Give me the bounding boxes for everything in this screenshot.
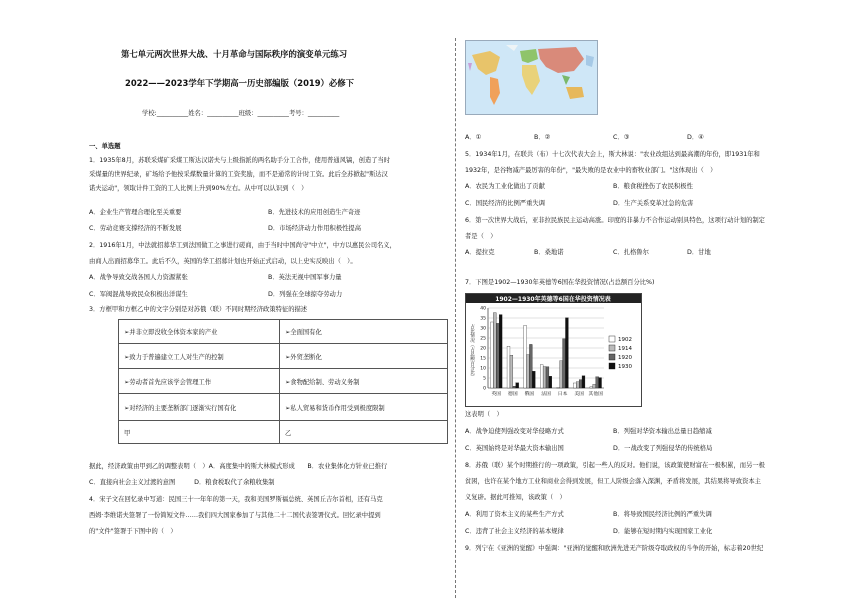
chart-svg — [466, 294, 641, 406]
bar-1914-日本 — [560, 361, 563, 388]
q3-stem: 3．方框甲和方框乙中的文字分别是对苏俄（联）不同时期经济政策特征的描述 — [89, 306, 308, 313]
bar-1930-英国 — [499, 315, 502, 388]
student-info-line: 学校:__________姓名：__________班级：__________考号：__________ — [142, 110, 340, 117]
legend-swatch-1902 — [609, 336, 615, 342]
bar-1914-英国 — [493, 313, 496, 388]
bar-1914-美国 — [576, 382, 579, 388]
bar-1920-法国 — [546, 367, 549, 388]
q6-option-d[interactable]: D．甘地 — [687, 249, 711, 256]
legend-label: 1920 — [618, 355, 632, 361]
y-tick-label: 10 — [480, 366, 486, 372]
q2-stem: 2．1916年1月，中法就招募华工到法国做工之事进行磋商，由于当时中国尚守"中立"，中方以惠民公司名义， — [89, 242, 396, 249]
q7-option-b[interactable]: B．列强对华资本输出总量日趋缩减 — [613, 428, 712, 435]
investment-bar-chart — [465, 293, 642, 407]
legend-swatch-1914 — [609, 345, 615, 351]
q8-option-c[interactable]: C．违背了社会主义经济的基本规律 — [465, 528, 564, 535]
bar-1930-美国 — [582, 376, 585, 388]
x-tick-label: 德国 — [508, 392, 518, 397]
q6-option-a[interactable]: A．提拉克 — [465, 249, 495, 256]
bar-1920-日本 — [563, 339, 566, 388]
q4-option-d[interactable]: D．④ — [687, 134, 704, 141]
q8-option-a[interactable]: A．利用了资本主义的某些生产方式 — [465, 511, 564, 518]
q4-option-c[interactable]: C．③ — [613, 134, 630, 141]
q7-option-d[interactable]: D．一战改变了列强侵华的传统格局 — [613, 445, 713, 452]
y-tick-label: 5 — [483, 376, 486, 382]
q2-option-c[interactable]: C．军阀混战导致民众积极出洋谋生 — [89, 291, 188, 298]
q2-option-a[interactable]: A．战争导致交战各国人力资源紧张 — [89, 274, 188, 281]
y-tick-label: 15 — [480, 356, 486, 362]
bar-1902-德国 — [507, 346, 510, 388]
y-tick-label: 0 — [483, 386, 486, 392]
q7-option-a[interactable]: A．战争迫使列强改变对华侵略方式 — [465, 428, 564, 435]
q4-option-b[interactable]: B．② — [534, 134, 551, 141]
q4-stem: 4．宋子文在回忆录中写道：民国三十一年年的第一天，我和美国罗斯福总统、英国丘吉尔首相，还有马克 — [89, 496, 383, 503]
bar-1920-美国 — [579, 380, 582, 388]
q1-option-b[interactable]: B．先进技术的应用创造生产奇迹 — [268, 209, 361, 216]
q2-option-d[interactable]: D．列强在全球掠夺劳动力 — [268, 291, 343, 298]
table-cell: ➢食物配给制、劳动义务制 — [280, 369, 448, 394]
bar-1914-法国 — [543, 367, 546, 388]
q4-stem: 西姆·李维诺夫签署了一份简短文件……我们四大国家参加了与其他二十二国代表签署仪式。回忆录中提到 — [89, 512, 381, 519]
q5-option-c[interactable]: C．国民经济的比例严重失调 — [465, 200, 545, 207]
q2-stem: 由商人出面招募华工。此后不久，英国的华工招募计划也开始正式启动，以上史实反映出（ ）。 — [89, 258, 357, 265]
exam-title: 第七单元两次世界大战、十月革命与国际秩序的演变单元练习 — [121, 49, 348, 59]
exam-subtitle: 2022——2023学年下学期高一历史部编版（2019）必修下 — [125, 78, 355, 88]
q1-stem: 采煤量的世界纪录，矿场给予他按采煤数量计算的工资奖励，而不是通常的计时工资。此后全苏掀起"斯达汉 — [89, 171, 388, 178]
bar-1920-英国 — [496, 323, 499, 388]
y-tick-label: 35 — [480, 316, 486, 322]
q5-stem: 5．1934年1月，在联共（布）十七次代表大会上，斯大林说："农业改组达到最高潮的年份，即1931年和 — [465, 151, 760, 158]
table-cell: ➢致力于普遍建立工人对生产的控制 — [119, 344, 280, 369]
q5-stem: 1932年，是谷物减产最厉害的年份"，"最失败的是农业中的畜牧业部门。"这体现出（ ） — [465, 167, 717, 174]
table-cell: ➢并非立即没收全体资本家的产业 — [119, 320, 280, 344]
bar-1930-德国 — [516, 383, 519, 388]
x-tick-label: 其他国 — [588, 392, 603, 397]
column-divider — [455, 38, 456, 598]
q8-option-b[interactable]: B．将导致国民经济比例的严重失调 — [613, 511, 712, 518]
bar-1930-俄国 — [532, 371, 535, 388]
q1-stem: 诺夫运动"，领取计件工资的工人比例上升到90%左右。从中可以认识到（ ） — [89, 185, 308, 192]
q3-options[interactable]: 据此，经济政策由甲到乙的调整表明（ ）A．高度集中的斯大林模式形成 B．农业集体化方针业已推行 — [89, 463, 388, 470]
world-map-icon — [466, 41, 597, 114]
table-label-left: 甲 — [119, 421, 280, 444]
chart-ylabel: 占比情况（占总额百分比） — [469, 324, 475, 380]
y-tick-label: 40 — [480, 306, 486, 312]
bar-1914-德国 — [510, 355, 513, 388]
bar-1902-美国 — [573, 383, 576, 388]
q9-stem: 9．列宁在《亚洲的觉醒》中强调："亚洲的觉醒和欧洲先进无产阶级夺取政权的斗争的开始，标志着20世纪 — [465, 545, 764, 552]
q6-stem: 6．第一次世界大战后，亚非拉民族民主运动高涨。印度的非暴力不合作运动别具特色，这项行动计划的制定 — [465, 217, 765, 224]
bar-1902-俄国 — [524, 325, 527, 388]
bar-1920-德国 — [513, 386, 516, 388]
q5-option-d[interactable]: D．生产关系变革过急的危害 — [613, 200, 694, 207]
legend-label: 1902 — [618, 337, 632, 343]
x-tick-label: 法国 — [541, 392, 551, 397]
legend-label: 1914 — [618, 346, 632, 352]
q4-stem: 的"文件"签署于下图中的（ ） — [89, 528, 177, 535]
q5-option-a[interactable]: A．农民为工业化做出了贡献 — [465, 183, 545, 190]
x-tick-label: 日本 — [557, 392, 568, 397]
q7-stem: 7．下图是1902—1930年英德等6国在华投资情况(占总额百分比%) — [465, 279, 655, 286]
x-tick-label: 英国 — [491, 392, 502, 397]
table-cell: ➢私人贸易和货币作用受到极度限制 — [280, 394, 448, 421]
policy-comparison-table — [118, 319, 448, 444]
q8-stem: 8．苏俄（联）某个时期推行的一项政策，引起一些人的反对。他们说，该政策使财富在一极积累，而另一极 — [465, 462, 765, 469]
q8-stem: 贫困，也许在某个地方工业和商业会得到发展，但工人阶级会落入深渊，矛盾将发展，其结果将导致资本主 — [465, 478, 761, 485]
q1-option-d[interactable]: D．市场经济动力作用积极性提高 — [268, 225, 362, 232]
table-cell: ➢劳动者首先应该学会管理工作 — [119, 369, 280, 394]
q6-stem: 者是（ ） — [465, 233, 497, 240]
table-cell: ➢外贸垄断化 — [280, 344, 448, 369]
y-tick-label: 25 — [480, 336, 486, 342]
bar-1914-俄国 — [527, 355, 530, 388]
legend-label: 1930 — [618, 364, 632, 370]
q7-option-c[interactable]: C．英国始终是对华最大资本输出国 — [465, 445, 564, 452]
bar-1920-其他国 — [596, 377, 599, 388]
y-tick-label: 20 — [480, 346, 486, 352]
bar-1920-俄国 — [529, 344, 532, 388]
world-map-image — [465, 40, 598, 115]
q7-followup: 这表明（ ） — [465, 411, 503, 418]
legend-swatch-1920 — [609, 354, 615, 360]
q1-option-a[interactable]: A．企业生产管理合理化至关重要 — [89, 209, 182, 216]
bar-1930-日本 — [565, 318, 568, 388]
q6-option-b[interactable]: B．桑地诺 — [534, 249, 564, 256]
q1-stem: 1．1935年8月，苏联采煤矿采煤工斯达汉诺夫与上级指派的两名助手分工合作，使用普通风镐，创造了当时 — [89, 157, 391, 164]
table-label-right: 乙 — [280, 421, 448, 444]
bar-1930-法国 — [549, 376, 552, 388]
table-cell: ➢全面国有化 — [280, 320, 448, 344]
y-tick-label: 30 — [480, 326, 486, 332]
table-cell: ➢对经济的主要垄断部门逐渐实行国有化 — [119, 394, 280, 421]
q2-option-b[interactable]: B．英法无视中国军事力量 — [268, 274, 342, 281]
q4-option-a[interactable]: A．① — [465, 134, 482, 141]
bar-1914-其他国 — [593, 384, 596, 388]
x-tick-label: 俄国 — [524, 392, 535, 397]
q5-option-b[interactable]: B．粮食税挫伤了农民积极性 — [613, 183, 693, 190]
chart-title: 1902—1930年英德等6国在华投资情况表 — [495, 296, 611, 303]
q3-options[interactable]: C．直接向社会主义过渡的意图 D．粮食税取代了余粮收集制 — [89, 479, 275, 486]
q1-option-c[interactable]: C．劳动竞赛支撑经济的不断发展 — [89, 225, 182, 232]
section-heading: 一、单选题 — [89, 143, 121, 150]
q8-stem: 义复辟。据此可推知，该政策（ ） — [465, 494, 566, 501]
legend-swatch-1930 — [609, 363, 615, 369]
bar-1902-法国 — [540, 365, 543, 388]
x-tick-label: 美国 — [574, 392, 584, 397]
bar-1930-其他国 — [599, 378, 602, 388]
q6-option-c[interactable]: C．扎格鲁尔 — [613, 249, 649, 256]
bar-1902-英国 — [490, 322, 493, 388]
bar-1902-其他国 — [590, 387, 593, 388]
q8-option-d[interactable]: D．能够在短时期内实现国家工业化 — [613, 528, 713, 535]
